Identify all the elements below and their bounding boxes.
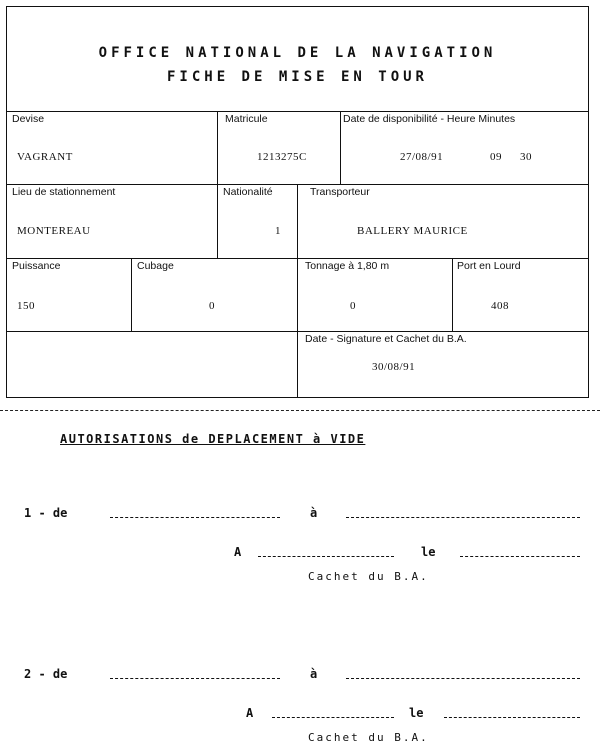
nationalite-value: 1 xyxy=(275,225,281,237)
cubage-label: Cubage xyxy=(137,260,174,272)
signature-date-value: 30/08/91 xyxy=(372,361,416,373)
lieu-value: MONTEREAU xyxy=(17,225,91,237)
entry-2-to-field[interactable] xyxy=(272,717,394,718)
tonnage-value: 0 xyxy=(350,300,356,312)
tonnage-label: Tonnage à 1,80 m xyxy=(305,260,390,272)
entry-2-cachet-label: Cachet du B.A. xyxy=(308,731,429,744)
devise-label: Devise xyxy=(12,113,45,125)
date-disponibilite-value: 27/08/91 xyxy=(400,151,444,163)
form-title: FICHE DE MISE EN TOUR xyxy=(166,69,428,85)
entry-1-prefix: 1 - de xyxy=(24,506,68,520)
cut-line xyxy=(0,410,600,411)
column-divider xyxy=(131,258,132,331)
column-divider xyxy=(297,258,298,331)
entry-1-to-field[interactable] xyxy=(258,556,394,557)
entry-1-from-field[interactable] xyxy=(110,517,280,518)
cubage-value: 0 xyxy=(209,300,215,312)
entry-2-destination-field[interactable] xyxy=(346,678,580,679)
devise-value: VAGRANT xyxy=(17,151,73,163)
matricule-label: Matricule xyxy=(225,113,268,125)
column-divider xyxy=(297,184,298,258)
entry-2-a-label: à xyxy=(310,667,318,681)
puissance-label: Puissance xyxy=(12,260,61,272)
office-title: OFFICE NATIONAL DE LA NAVIGATION xyxy=(98,45,497,61)
heure-value: 09 xyxy=(490,151,502,163)
column-divider xyxy=(297,331,298,397)
entry-1-a-label: à xyxy=(310,506,318,520)
column-divider xyxy=(452,258,453,331)
port-en-lourd-value: 408 xyxy=(491,300,509,312)
autorisations-title: AUTORISATIONS de DEPLACEMENT à VIDE xyxy=(60,432,366,446)
nationalite-label: Nationalité xyxy=(223,186,273,198)
signature-label: Date - Signature et Cachet du B.A. xyxy=(305,333,467,345)
entry-1-to-label: A xyxy=(234,545,242,559)
entry-2-from-field[interactable] xyxy=(110,678,280,679)
entry-1-date-field[interactable] xyxy=(460,556,580,557)
column-divider xyxy=(217,111,218,184)
entry-2-le-label: le xyxy=(409,706,424,720)
entry-2-to-label: A xyxy=(246,706,254,720)
form-header xyxy=(7,7,588,112)
entry-1-cachet-label: Cachet du B.A. xyxy=(308,570,429,583)
date-disponibilite-label: Date de disponibilité - Heure Minutes xyxy=(343,113,516,125)
minutes-value: 30 xyxy=(520,151,532,163)
entry-1-destination-field[interactable] xyxy=(346,517,580,518)
entry-2-date-field[interactable] xyxy=(444,717,580,718)
puissance-value: 150 xyxy=(17,300,35,312)
column-divider xyxy=(217,184,218,258)
column-divider xyxy=(340,111,341,184)
entry-2-prefix: 2 - de xyxy=(24,667,68,681)
matricule-value: 1213275C xyxy=(257,151,307,163)
lieu-label: Lieu de stationnement xyxy=(12,186,116,198)
entry-1-le-label: le xyxy=(421,545,436,559)
mise-en-tour-form xyxy=(6,6,589,398)
transporteur-label: Transporteur xyxy=(310,186,370,198)
port-en-lourd-label: Port en Lourd xyxy=(457,260,521,272)
transporteur-value: BALLERY MAURICE xyxy=(357,225,468,237)
